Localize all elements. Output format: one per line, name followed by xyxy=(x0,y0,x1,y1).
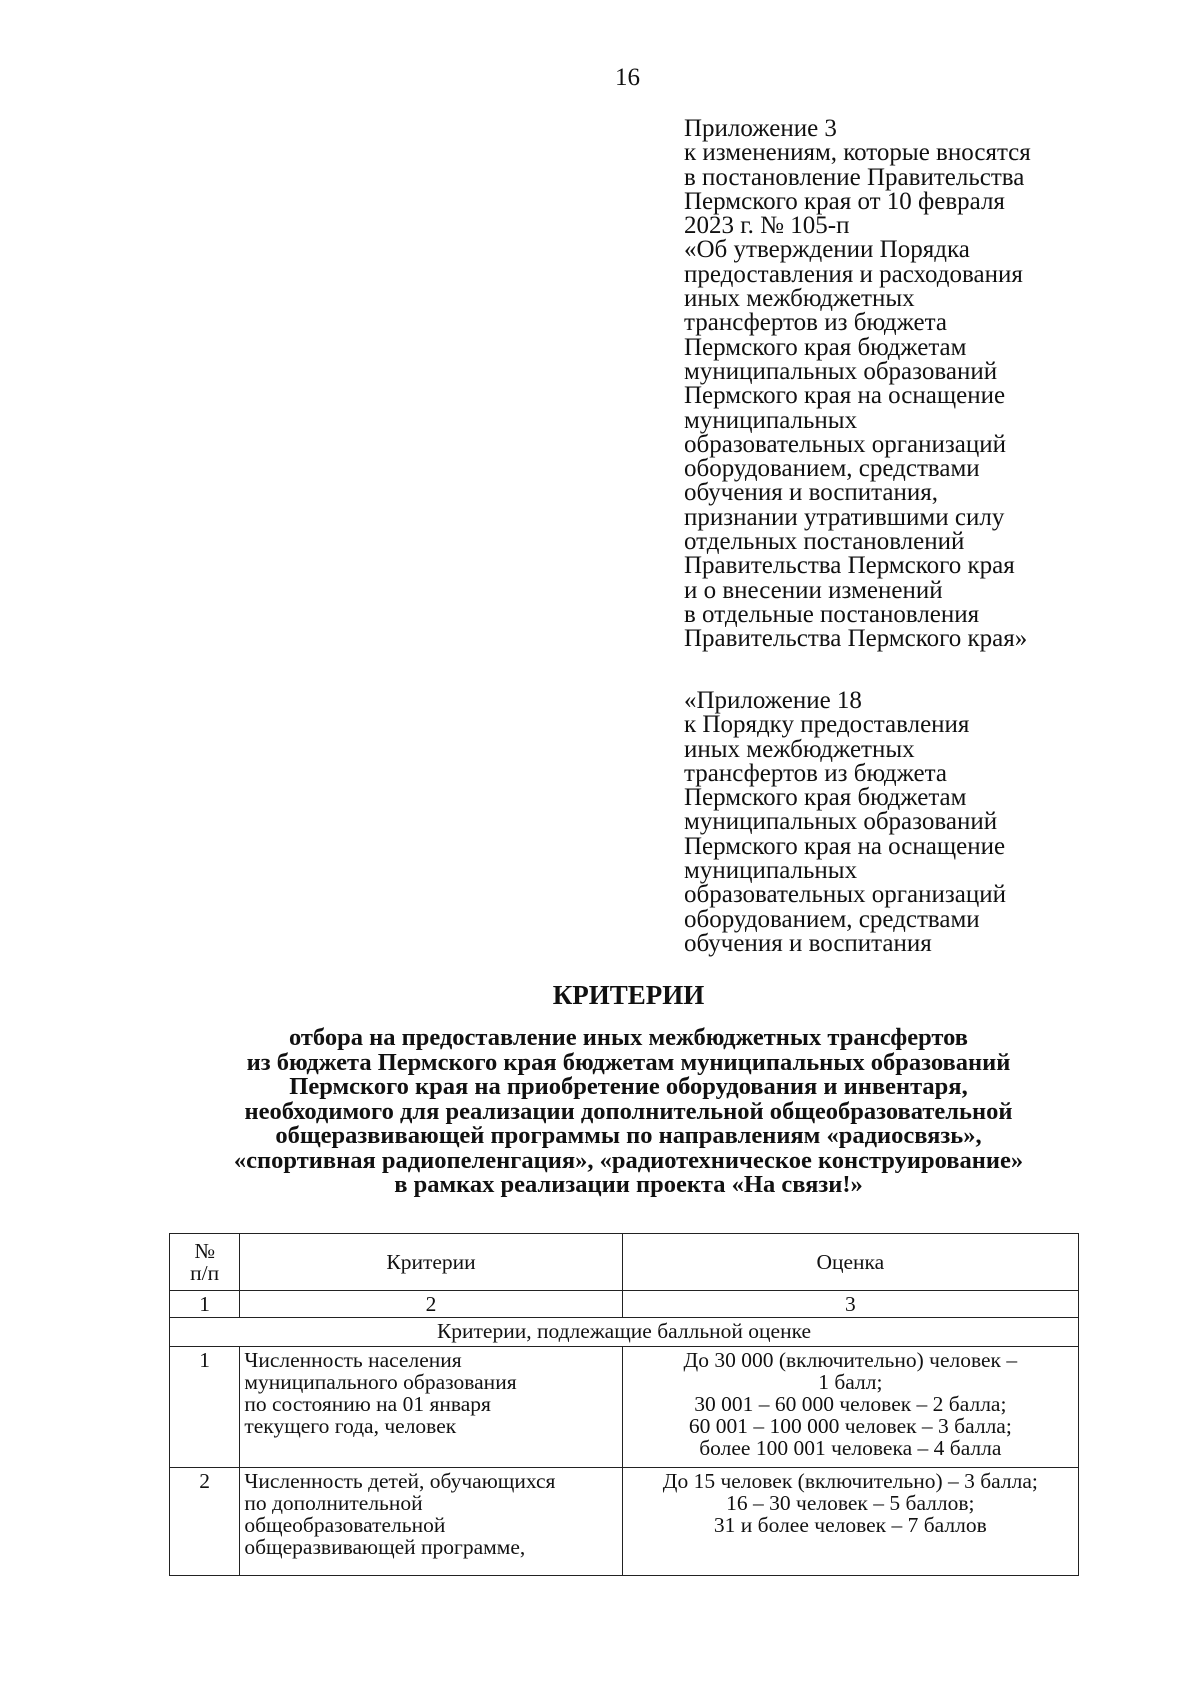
document-subtitle xyxy=(0,1026,1200,1198)
appendix-line: трансфертов из бюджета xyxy=(684,759,947,787)
section-title: Критерии, подлежащие балльной оценке xyxy=(170,1318,1079,1347)
appendix-line: Приложение 3 xyxy=(684,115,837,142)
appendix-line: Пермского края на оснащение xyxy=(684,832,1006,860)
row-criteria xyxy=(240,1347,622,1468)
criteria-line: муниципального образования xyxy=(244,1370,517,1394)
appendix-line: иных межбюджетных xyxy=(684,285,915,313)
subtitle-line: «спортивная радиопеленгация», «радиотехническое конструирование» xyxy=(233,1146,1024,1174)
criteria-line: Численность детей, обучающихся xyxy=(244,1469,556,1493)
subtitle-line: в рамках реализации проекта «На связи!» xyxy=(394,1171,863,1198)
column-number: 3 xyxy=(622,1291,1078,1318)
appendix-line: Правительства Пермского края xyxy=(684,552,1015,580)
appendix-line: муниципальных xyxy=(684,857,858,885)
appendix-line: предоставления и расходования xyxy=(684,260,1023,288)
appendix-line: муниципальных xyxy=(684,406,858,434)
subtitle-line: из бюджета Пермского края бюджетам муниципальных образований xyxy=(246,1048,1011,1076)
document-title: КРИТЕРИИ xyxy=(552,980,705,1010)
appendix-line: в постановление Правительства xyxy=(684,163,1025,191)
appendix-line: образовательных организаций xyxy=(684,430,1007,458)
appendix-line: «Приложение 18 xyxy=(684,687,862,714)
subtitle-line: отбора на предоставление иных межбюджетных трансфертов xyxy=(288,1024,969,1051)
appendix-line: муниципальных образований xyxy=(684,357,998,385)
criteria-line: общеобразовательной xyxy=(244,1513,446,1537)
appendix-line: Правительства Пермского края» xyxy=(684,625,1028,653)
criteria-table xyxy=(169,1233,1079,1576)
section-row xyxy=(170,1318,1079,1347)
subtitle-line: необходимого для реализации дополнительной общеобразовательной xyxy=(244,1097,1013,1125)
appendix-line: 2023 г. № 105-п xyxy=(684,212,850,240)
appendix-line: оборудованием, средствами xyxy=(684,905,980,933)
header-num-abbr: п/п xyxy=(190,1261,220,1285)
row-score xyxy=(622,1468,1078,1576)
appendix-line: Пермского края бюджетам xyxy=(684,333,967,361)
table-header-row xyxy=(170,1234,1079,1291)
header-num-symbol: № xyxy=(194,1239,215,1263)
row-score xyxy=(622,1347,1078,1468)
criteria-line: Численность населения xyxy=(244,1348,462,1372)
appendix-line: образовательных организаций xyxy=(684,881,1007,909)
appendix-line: Пермского края на оснащение xyxy=(684,382,1006,410)
column-number: 2 xyxy=(240,1291,622,1318)
score-line: До 30 000 (включительно) человек – xyxy=(683,1348,1018,1372)
appendix-18-header xyxy=(684,689,1124,956)
appendix-line: муниципальных образований xyxy=(684,808,998,836)
subtitle-line: общеразвивающей программы по направлениям «радиосвязь», xyxy=(275,1122,982,1149)
table-row xyxy=(170,1347,1079,1468)
score-line: 30 001 – 60 000 человек – 2 балла; xyxy=(694,1392,1007,1416)
appendix-line: и о внесении изменений xyxy=(684,576,943,604)
appendix-line: обучения и воспитания xyxy=(684,929,932,957)
appendix-line: отдельных постановлений xyxy=(684,528,965,556)
score-line: более 100 001 человека – 4 балла xyxy=(699,1436,1002,1460)
appendix-line: иных межбюджетных xyxy=(684,735,915,763)
column-number: 1 xyxy=(170,1291,240,1318)
score-line: 31 и более человек – 7 баллов xyxy=(713,1513,987,1537)
score-line: 60 001 – 100 000 человек – 3 балла; xyxy=(688,1414,1012,1438)
header-criteria: Критерии xyxy=(240,1234,622,1291)
criteria-line: по дополнительной xyxy=(244,1491,423,1515)
appendix-line: признании утратившими силу xyxy=(684,503,1005,531)
appendix-line: «Об утверждении Порядка xyxy=(684,236,970,264)
score-line: 1 балл; xyxy=(818,1370,883,1394)
criteria-line: по состоянию на 01 января xyxy=(244,1392,491,1416)
appendix-line: к изменениям, которые вносятся xyxy=(684,139,1031,167)
row-number: 1 xyxy=(170,1347,240,1468)
appendix-line: к Порядку предоставления xyxy=(684,711,970,739)
appendix-line: оборудованием, средствами xyxy=(684,455,980,483)
appendix-line: обучения и воспитания, xyxy=(684,479,939,507)
score-line: До 15 человек (включительно) – 3 балла; xyxy=(662,1469,1038,1493)
column-number-row xyxy=(170,1291,1079,1318)
header-score: Оценка xyxy=(622,1234,1078,1291)
row-number: 2 xyxy=(170,1468,240,1576)
subtitle-line: Пермского края на приобретение оборудования и инвентаря, xyxy=(289,1073,968,1100)
appendix-line: Пермского края бюджетам xyxy=(684,784,967,812)
appendix-line: трансфертов из бюджета xyxy=(684,309,947,337)
table-row xyxy=(170,1468,1079,1576)
criteria-line: общеразвивающей программе, xyxy=(244,1535,526,1559)
page-number: 16 xyxy=(615,64,640,91)
appendix-line: Пермского края от 10 февраля xyxy=(684,187,1005,215)
appendix-line: в отдельные постановления xyxy=(684,600,980,628)
appendix-3-header xyxy=(684,117,1124,652)
header-num xyxy=(170,1234,240,1291)
row-criteria xyxy=(240,1468,622,1576)
score-line: 16 – 30 человек – 5 баллов; xyxy=(726,1491,975,1515)
criteria-line: текущего года, человек xyxy=(244,1414,457,1438)
